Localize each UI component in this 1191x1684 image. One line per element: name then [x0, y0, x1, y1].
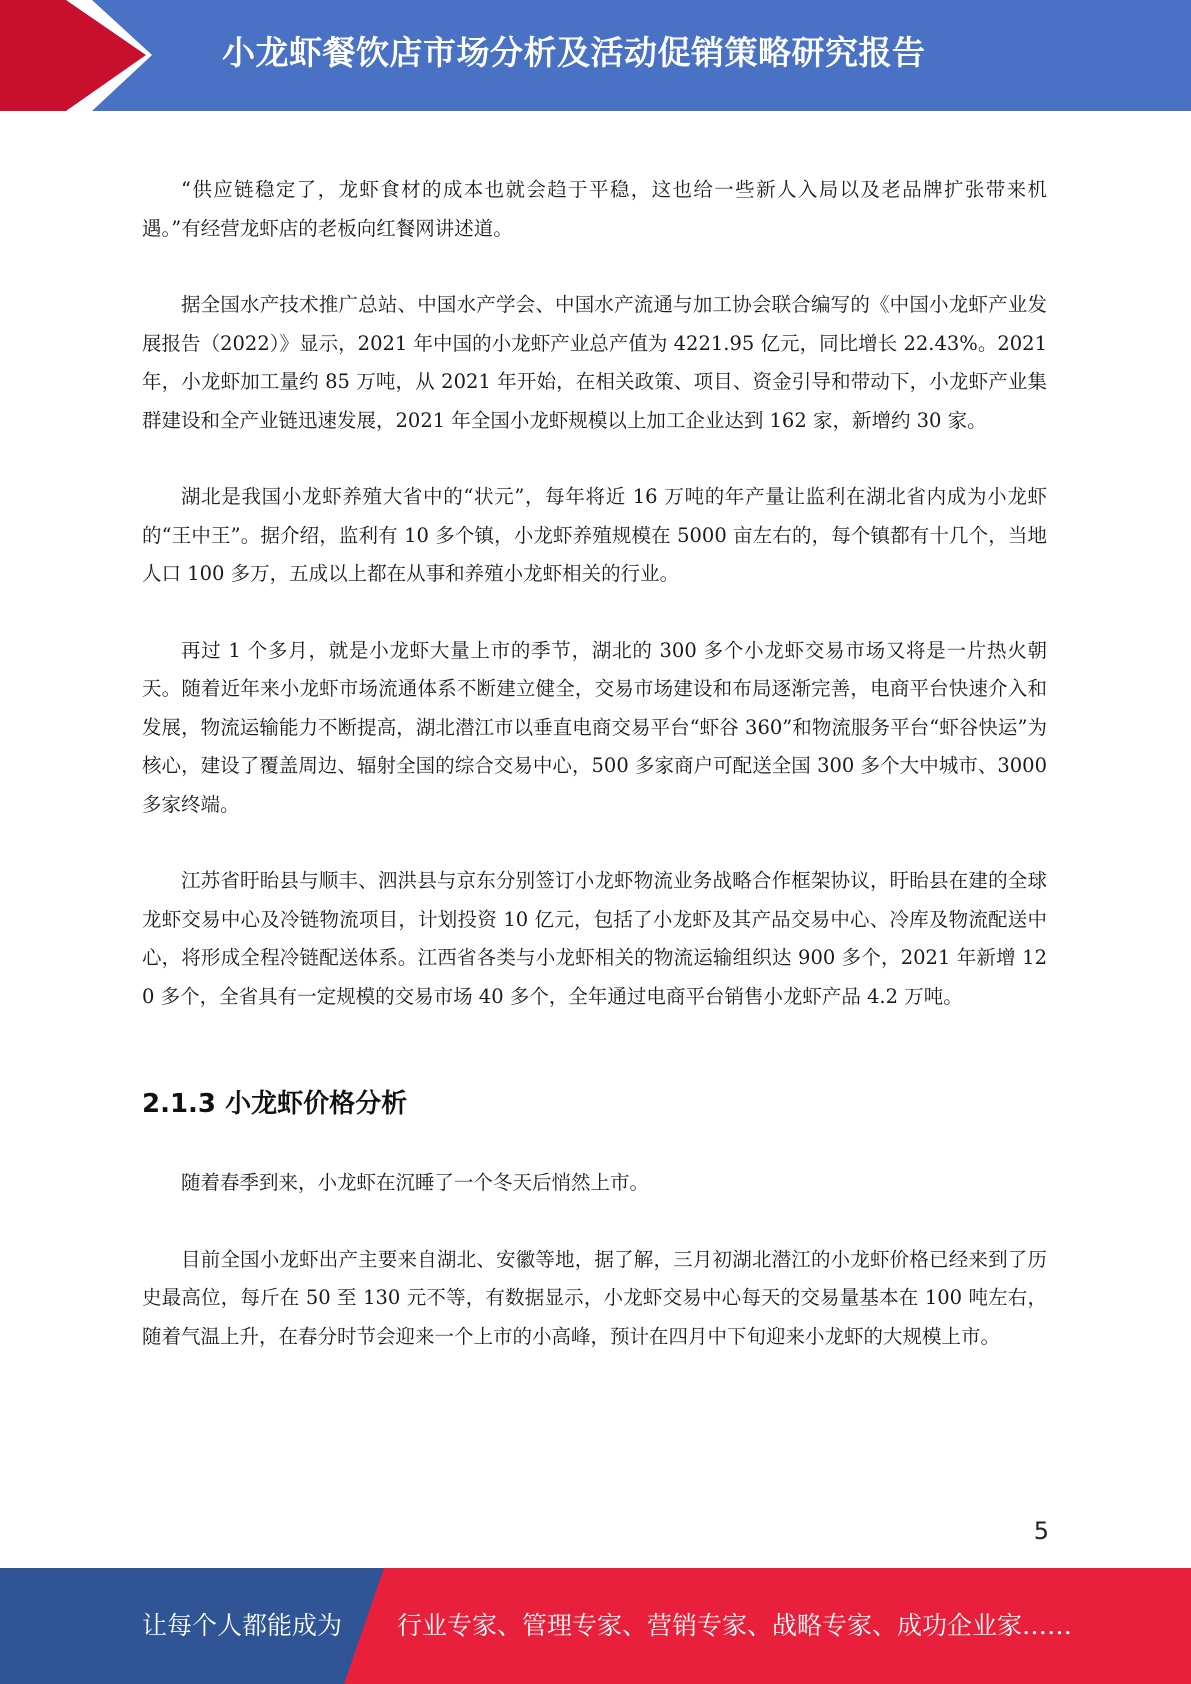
footer-slogan-right: 行业专家、管理专家、营销专家、战略专家、成功企业家…… [397, 1611, 1073, 1640]
page-header [0, 0, 1191, 111]
paragraph: 再过 1 个多月，就是小龙虾大量上市的季节，湖北的 300 多个小龙虾交易市场又将是一片热火朝天。随着近年来小龙虾市场流通体系不断建立健全，交易市场建设和布局逐渐完善，电商平台快速介入和发展，物流运输能力不断提高，湖北潜江市以垂直电商交易平台“虾谷 360”和物流服务平台“虾谷快运”为核心，建设了覆盖周边、辐射全国的综合交易中心，500 多家商户可配送全国 300 多个大中城市、3000 多家终端。 [142, 638, 1047, 816]
page-footer [0, 1568, 1191, 1684]
report-title: 小龙虾餐饮店市场分析及活动促销策略研究报告 [222, 33, 926, 72]
paragraph: 目前全国小龙虾出产主要来自湖北、安徽等地，据了解，三月初湖北潜江的小龙虾价格已经来到了历史最高位，每斤在 50 至 130 元不等，有数据显示，小龙虾交易中心每天的交易量基本在 100 吨左右，随着气温上升，在春分时节会迎来一个上市的小高峰，预计在四月中下旬迎来小龙虾的大规模上市。 [142, 1247, 1047, 1348]
header-arrow-decoration [0, 0, 160, 111]
paragraph: 随着春季到来，小龙虾在沉睡了一个冬天后悄然上市。 [181, 1171, 650, 1194]
paragraph: “供应链稳定了，龙虾食材的成本也就会趋于平稳，这也给一些新人入局以及老品牌扩张带来机遇。”有经营龙虾店的老板向红餐网讲述道。 [142, 178, 1047, 240]
document-body [142, 171, 1047, 1394]
paragraph: 湖北是我国小龙虾养殖大省中的“状元”，每年将近 16 万吨的年产量让监利在湖北省内成为小龙虾的“王中王”。据介绍，监利有 10 多个镇，小龙虾养殖规模在 5000 亩左右的，每个镇都有十几个，当地人口 100 多万，五成以上都在从事和养殖小龙虾相关的行业。 [142, 485, 1047, 585]
paragraph: 据全国水产技术推广总站、中国水产学会、中国水产流通与加工协会联合编写的《中国小龙虾产业发展报告（2022）》显示，2021 年中国的小龙虾产业总产值为 4221.95 亿元，同比增长 22.43%。2021 年，小龙虾加工量约 85 万吨，从 2021 年开始，在相关政策、项目、资金引导和带动下，小龙虾产业集群建设和全产业链迅速发展，2021 年全国小龙虾规模以上加工企业达到 162 家，新增约 30 家。 [142, 293, 1047, 432]
footer-slogan-left: 让每个人都能成为 [142, 1611, 343, 1640]
section-heading: 2.1.3 小龙虾价格分析 [142, 1089, 408, 1119]
page-number: 5 [1033, 1517, 1049, 1545]
paragraph: 江苏省盱眙县与顺丰、泗洪县与京东分别签订小龙虾物流业务战略合作框架协议，盱眙县在建的全球龙虾交易中心及冷链物流项目，计划投资 10 亿元，包括了小龙虾及其产品交易中心、冷库及物流配送中心，将形成全程冷链配送体系。江西省各类与小龙虾相关的物流运输组织达 900 多个，2021 年新增 120 多个，全省具有一定规模的交易市场 40 多个，全年通过电商平台销售小龙虾产品 4.2 万吨。 [142, 869, 1047, 1008]
